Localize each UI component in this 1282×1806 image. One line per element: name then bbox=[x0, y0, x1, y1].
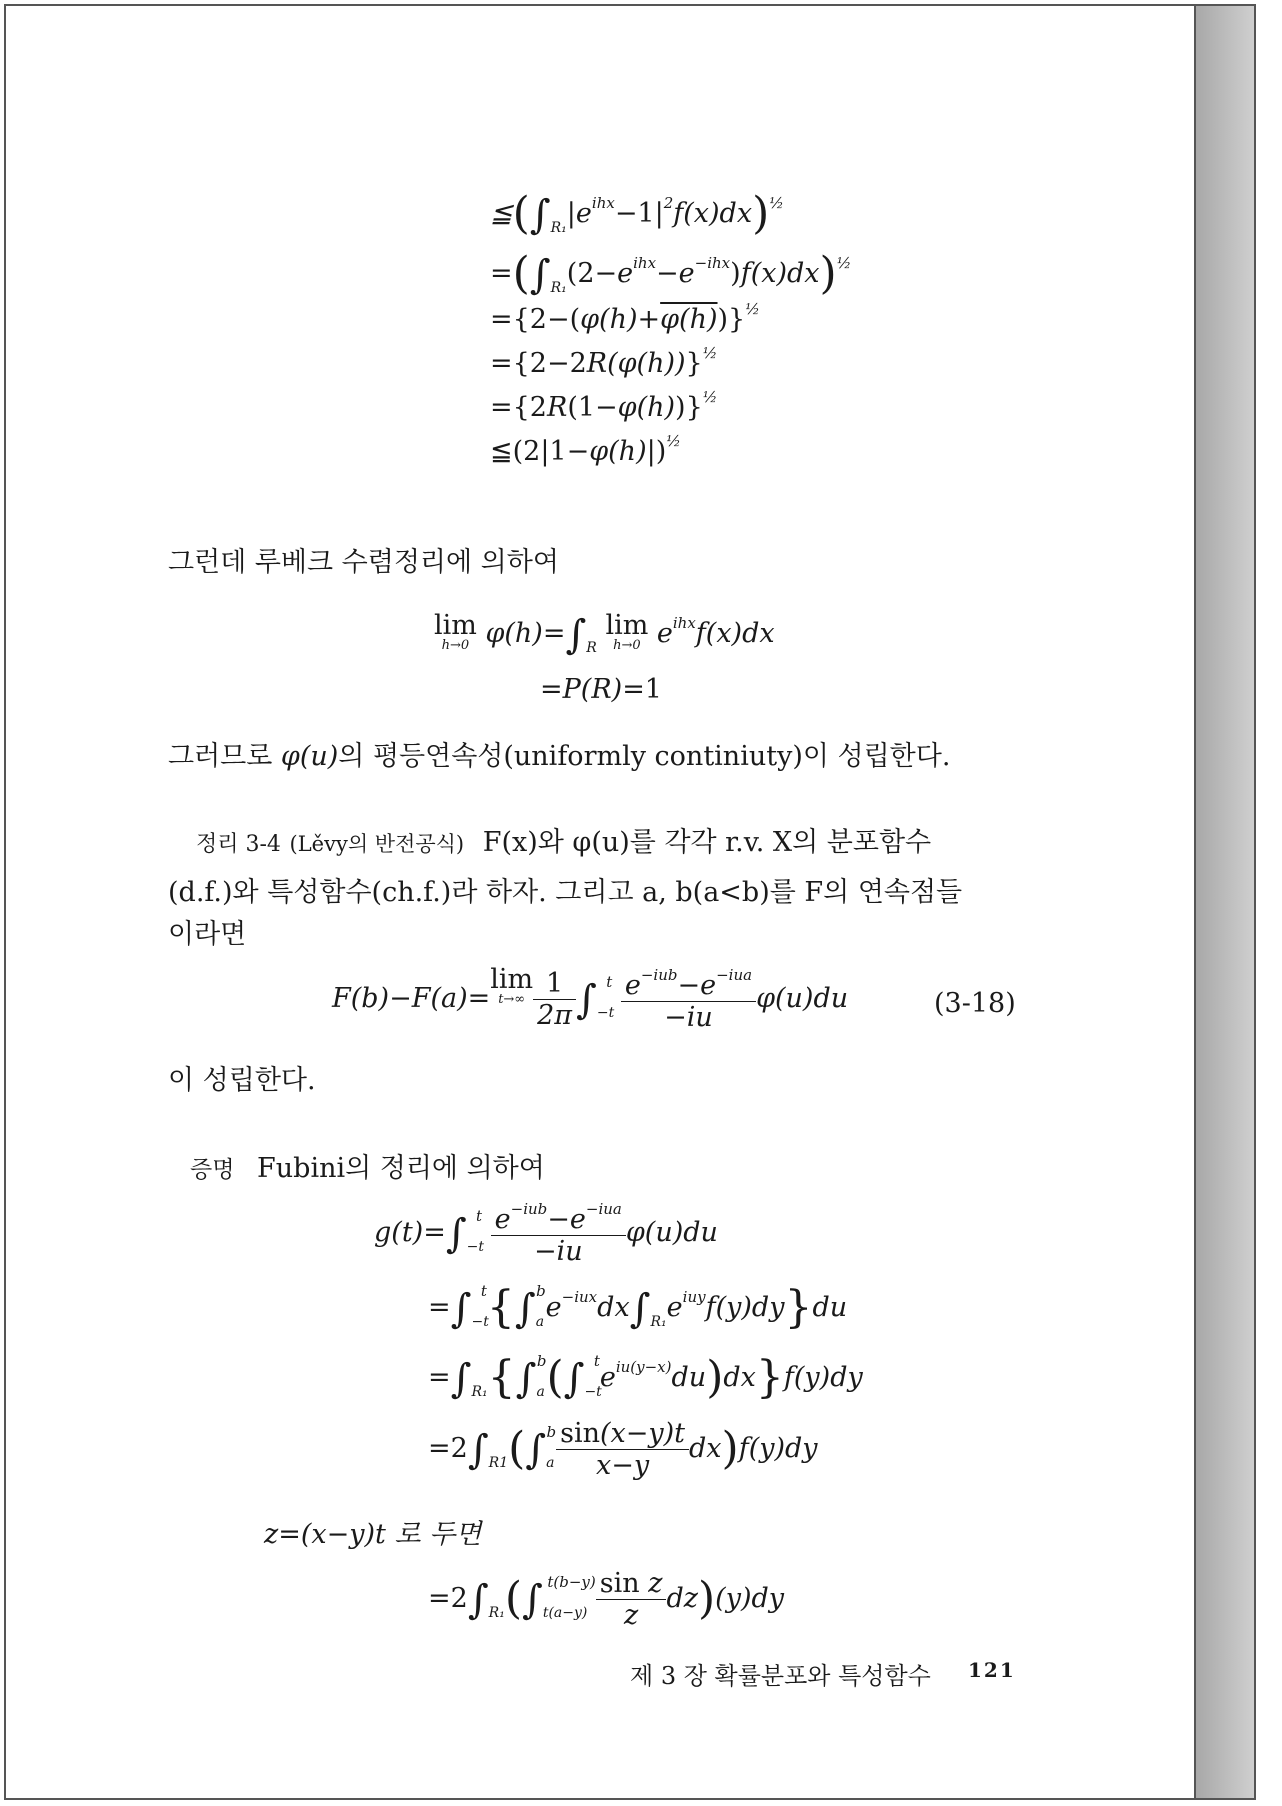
theorem-statement-1: F(x)와 φ(u)를 각각 r.v. X의 분포함수 bbox=[482, 827, 932, 858]
eq-line-6: $≦(2|1-\varphi(h)|)^{\frac{1}{2}}$ bbox=[490, 432, 681, 467]
eq-line-4: $=\{2-2R(\varphi(h))\}^{\frac{1}{2}}$ bbox=[490, 344, 718, 379]
theorem-line-3: 이라면 bbox=[168, 919, 247, 950]
eq-line-5: $=\{2R(1-\varphi(h))\}^{\frac{1}{2}}$ bbox=[490, 388, 718, 423]
theorem-title: (Lěvy의 반전공식) bbox=[289, 832, 465, 856]
eq-line-1: $≦(\int_{R_1}|e^{ihx}-1|^2f(x)dx)^{\frac{1}{2}}$ bbox=[490, 188, 784, 239]
theorem-conclusion: 이 성립한다. bbox=[168, 1065, 316, 1096]
equation-number: (3-18) bbox=[934, 988, 1016, 1019]
page-number: 121 bbox=[968, 1658, 1016, 1682]
eq-limit-1: lim h→0 $\varphi(h)=\int_R$ lim h→0 $e^{ihx}f(x)dx$ bbox=[434, 610, 775, 658]
proof-line bbox=[190, 1146, 545, 1185]
theorem-line-1 bbox=[196, 820, 931, 859]
theorem-line-2: (d.f.)와 특성함수(ch.f.)라 하자. 그리고 a, b(a<b)를 F의 연속점들 bbox=[168, 877, 963, 908]
proof-label: 증명 bbox=[190, 1157, 235, 1183]
proof-text: Fubini의 정리에 의하여 bbox=[257, 1153, 545, 1184]
eq-proof-4: $=2\int_{R1}(\int_a^b$ $\frac{\sin(x-y)t}{x-y}$ dx)f(y)dy bbox=[428, 1418, 818, 1481]
footer-chapter: 제 3 장 확률분포와 특성함수 bbox=[630, 1662, 931, 1690]
eq-proof-1: $g(t)=\int_{-t}^t$ $\frac{e^{-iub}-e^{-iua}}{-iu}$ φ(u)du bbox=[374, 1200, 718, 1267]
eq-proof-2: $=\int_{-t}^t\{\int_a^be^{-iux}dx\int_{R_1}e^{iuy}f(y)dy\}du$ bbox=[428, 1282, 848, 1333]
theorem-label: 정리 3-4 bbox=[196, 832, 281, 857]
eq-proof-3: $=\int_{R_1}\{\int_a^b(\int_{-t}^te^{iu(y-x)}du)dx\}f(y)dy$ bbox=[428, 1352, 863, 1403]
paragraph-uniform-continuity: 그러므로 φ(u)의 평등연속성(uniformly continiuty)이 성립한다. bbox=[168, 741, 951, 772]
eq-line-2: $=(\int_{R_1}(2-e^{ihx}-e^{-ihx})f(x)dx)^{\frac{1}{2}}$ bbox=[490, 248, 852, 299]
eq-proof-5: $=2\int_{R_1}(\int_{t(a-y)}^{t(b-y)}$ $\frac{\text{sin z}}{z}$ dz)(y)dy bbox=[428, 1568, 785, 1631]
eq-line-3: $=\{2-(\varphi(h)+\varphi(h))\}^{\frac{1}{2}}$ bbox=[490, 300, 760, 335]
eq-limit-2: =P(R)=1 bbox=[540, 674, 662, 705]
book-page-edge bbox=[1196, 4, 1256, 1800]
substitution-line: z=(x−y)t 로 두면 bbox=[264, 1519, 482, 1550]
paragraph-lebesgue: 그런데 루베크 수렴정리에 의하여 bbox=[168, 547, 559, 578]
eq-levy-inversion: F(b)−F(a)= lim t→∞ $\frac{1}{2\pi}$ $\int_{-t}^t$ $\frac{e^{-iub}-e^{-iua}}{-iu}$ φ(u)du bbox=[332, 964, 849, 1033]
